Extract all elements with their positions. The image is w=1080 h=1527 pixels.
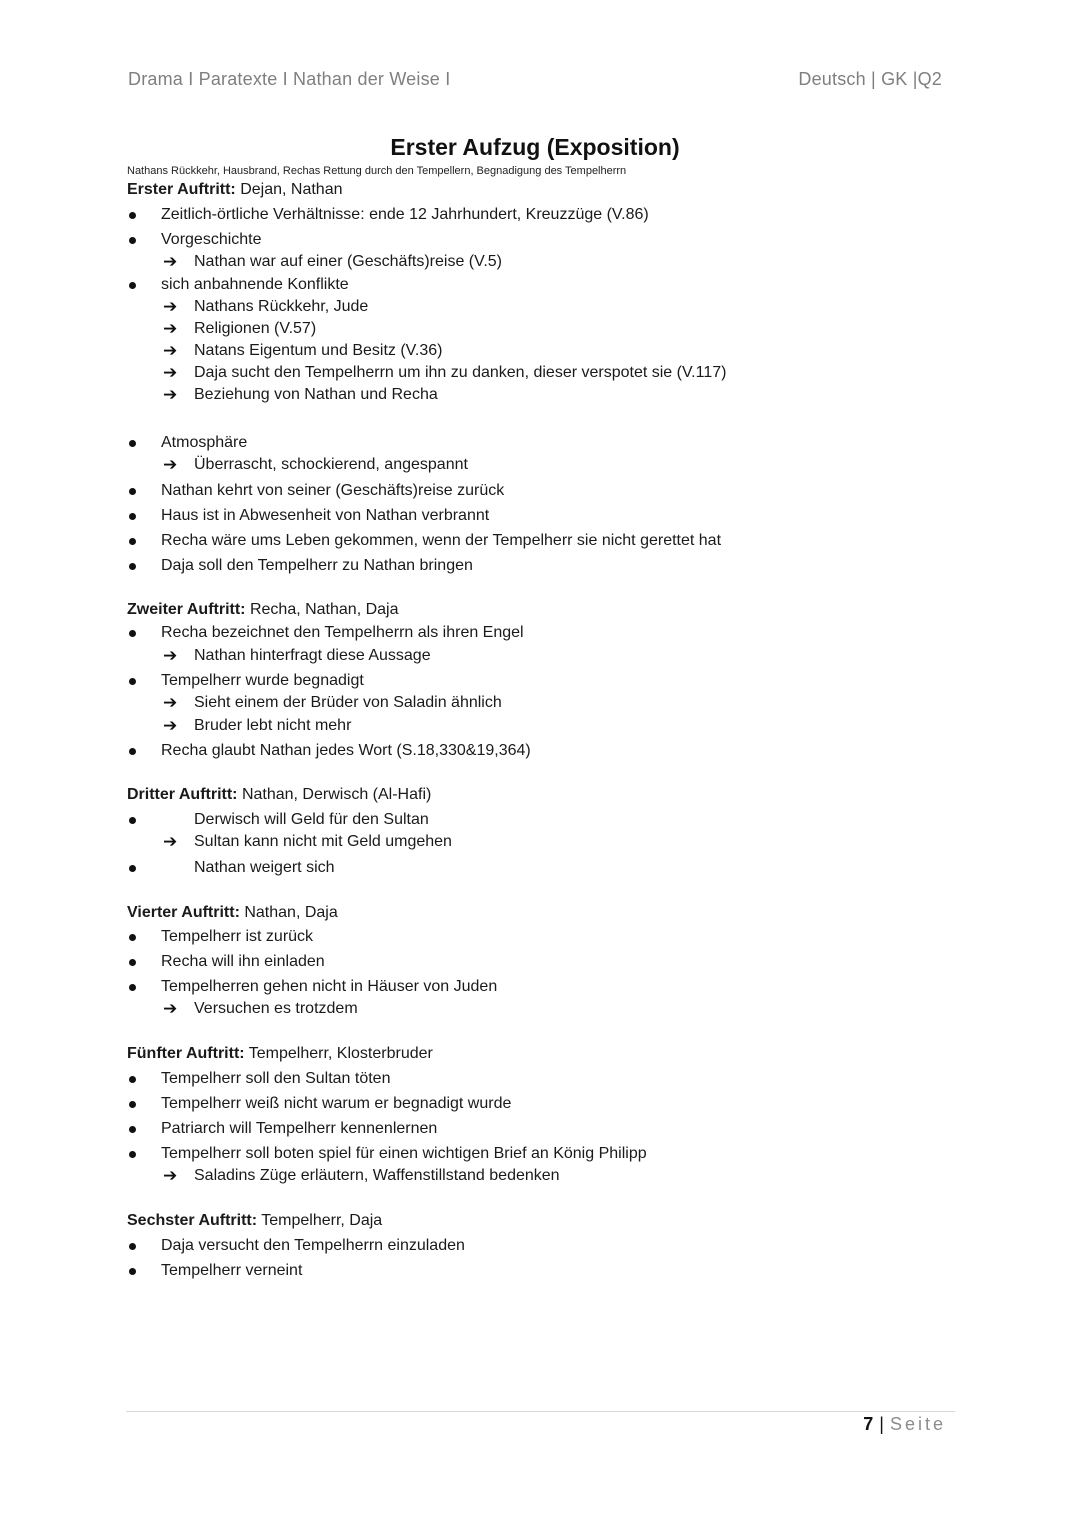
page-number-separator: |	[879, 1414, 884, 1434]
bullet-icon	[129, 212, 136, 219]
arrow-item: Nathans Rückkehr, Jude	[194, 298, 369, 315]
scene-label: Sechster Auftritt:	[127, 1212, 258, 1229]
bullet-item: Recha will ihn einladen	[161, 953, 325, 970]
bullet-item: Nathan weigert sich	[194, 859, 335, 876]
bullet-icon	[129, 959, 136, 966]
arrow-item: Überrascht, schockierend, angespannt	[194, 456, 468, 473]
bullet-item: Recha glaubt Nathan jedes Wort (S.18,330&19,364)	[161, 742, 531, 759]
footer-divider	[126, 1411, 955, 1412]
arrow-item: Natans Eigentum und Besitz (V.36)	[194, 342, 443, 359]
arrow-right-icon: ➔	[163, 646, 178, 665]
scene-label: Vierter Auftritt:	[127, 904, 240, 921]
scene-heading-6	[127, 1211, 382, 1231]
bullet-icon	[129, 1151, 136, 1158]
page-number-value: 7	[863, 1414, 874, 1434]
bullet-item: Tempelherren gehen nicht in Häuser von Juden	[161, 978, 498, 995]
bullet-icon	[129, 513, 136, 520]
bullet-item: Patriarch will Tempelherr kennenlernen	[161, 1120, 438, 1137]
bullet-item: sich anbahnende Konflikte	[161, 276, 349, 293]
header-left: Drama I Paratexte I Nathan der Weise I	[128, 69, 451, 89]
arrow-right-icon: ➔	[163, 832, 178, 851]
scene-label: Fünfter Auftritt:	[127, 1045, 245, 1062]
arrow-item: Saladins Züge erläutern, Waffenstillstand bedenken	[194, 1167, 560, 1184]
bullet-icon	[129, 538, 136, 545]
scene-label: Erster Auftritt:	[127, 181, 236, 198]
bullet-item: Tempelherr ist zurück	[161, 928, 314, 945]
arrow-right-icon: ➔	[163, 455, 178, 474]
bullet-item: Zeitlich-örtliche Verhältnisse: ende 12 Jahrhundert, Kreuzzüge (V.86)	[161, 206, 649, 223]
header-right: Deutsch | GK |Q2	[798, 69, 942, 89]
arrow-item: Sultan kann nicht mit Geld umgehen	[194, 833, 452, 850]
arrow-right-icon: ➔	[163, 363, 178, 382]
bullet-icon	[129, 984, 136, 991]
bullet-item: Tempelherr soll boten spiel für einen wichtigen Brief an König Philipp	[161, 1145, 647, 1162]
arrow-right-icon: ➔	[163, 716, 178, 735]
bullet-icon	[129, 865, 136, 872]
arrow-right-icon: ➔	[163, 319, 178, 338]
bullet-item: Tempelherr weiß nicht warum er begnadigt wurde	[161, 1095, 512, 1112]
arrow-item: Nathan hinterfragt diese Aussage	[194, 647, 431, 664]
bullet-icon	[129, 237, 136, 244]
scene-label: Zweiter Auftritt:	[127, 601, 246, 618]
bullet-icon	[129, 488, 136, 495]
bullet-icon	[129, 282, 136, 289]
arrow-item: Sieht einem der Brüder von Saladin ähnlich	[194, 694, 502, 711]
bullet-icon	[129, 1268, 136, 1275]
scene-persons: Nathan, Daja	[239, 904, 338, 921]
bullet-item: Atmosphäre	[161, 434, 248, 451]
arrow-right-icon: ➔	[163, 693, 178, 712]
act-summary: Nathans Rückkehr, Hausbrand, Rechas Rettung durch den Tempellern, Begnadigung des Tempelherrn	[127, 165, 627, 177]
bullet-icon	[129, 563, 136, 570]
bullet-item: Daja versucht den Tempelherrn einzuladen	[161, 1237, 465, 1254]
bullet-icon	[129, 630, 136, 637]
bullet-item: Recha bezeichnet den Tempelherrn als ihren Engel	[161, 624, 524, 641]
arrow-item: Versuchen es trotzdem	[194, 1000, 358, 1017]
arrow-right-icon: ➔	[163, 999, 178, 1018]
page-title: Erster Aufzug (Exposition)	[390, 134, 680, 160]
scene-heading-1	[127, 180, 342, 200]
bullet-item: Recha wäre ums Leben gekommen, wenn der Tempelherr sie nicht gerettet hat	[161, 532, 722, 549]
scene-heading-5	[127, 1044, 433, 1064]
bullet-item: Nathan kehrt von seiner (Geschäfts)reise zurück	[161, 482, 505, 499]
scene-label: Dritter Auftritt:	[127, 786, 238, 803]
arrow-item: Nathan war auf einer (Geschäfts)reise (V.5)	[194, 253, 502, 270]
bullet-item: Tempelherr verneint	[161, 1262, 303, 1279]
bullet-icon	[129, 1126, 136, 1133]
arrow-right-icon: ➔	[163, 252, 178, 271]
page-number	[863, 1414, 946, 1435]
arrow-right-icon: ➔	[163, 297, 178, 316]
bullet-icon	[129, 1076, 136, 1083]
arrow-item: Beziehung von Nathan und Recha	[194, 386, 438, 403]
bullet-icon	[129, 440, 136, 447]
arrow-item: Religionen (V.57)	[194, 320, 317, 337]
scene-heading-2	[127, 600, 399, 620]
bullet-item: Tempelherr wurde begnadigt	[161, 672, 364, 689]
bullet-item: Derwisch will Geld für den Sultan	[194, 811, 429, 828]
arrow-item: Bruder lebt nicht mehr	[194, 717, 352, 734]
scene-heading-4	[127, 903, 338, 923]
bullet-icon	[129, 817, 136, 824]
scene-persons: Dejan, Nathan	[235, 181, 343, 198]
bullet-icon	[129, 1243, 136, 1250]
scene-heading-3	[127, 785, 431, 805]
scene-persons: Nathan, Derwisch (Al-Hafi)	[237, 786, 432, 803]
scene-persons: Tempelherr, Klosterbruder	[244, 1045, 433, 1062]
arrow-right-icon: ➔	[163, 1166, 178, 1185]
bullet-icon	[129, 748, 136, 755]
bullet-item: Vorgeschichte	[161, 231, 262, 248]
arrow-right-icon: ➔	[163, 385, 178, 404]
arrow-right-icon: ➔	[163, 341, 178, 360]
arrow-item: Daja sucht den Tempelherrn um ihn zu danken, dieser verspotet sie (V.117)	[194, 364, 727, 381]
scene-persons: Recha, Nathan, Daja	[245, 601, 399, 618]
bullet-item: Daja soll den Tempelherr zu Nathan bringen	[161, 557, 473, 574]
bullet-icon	[129, 934, 136, 941]
scene-persons: Tempelherr, Daja	[257, 1212, 383, 1229]
bullet-item: Haus ist in Abwesenheit von Nathan verbrannt	[161, 507, 490, 524]
bullet-item: Tempelherr soll den Sultan töten	[161, 1070, 391, 1087]
bullet-icon	[129, 1101, 136, 1108]
page-number-label: Seite	[889, 1414, 946, 1434]
bullet-icon	[129, 678, 136, 685]
